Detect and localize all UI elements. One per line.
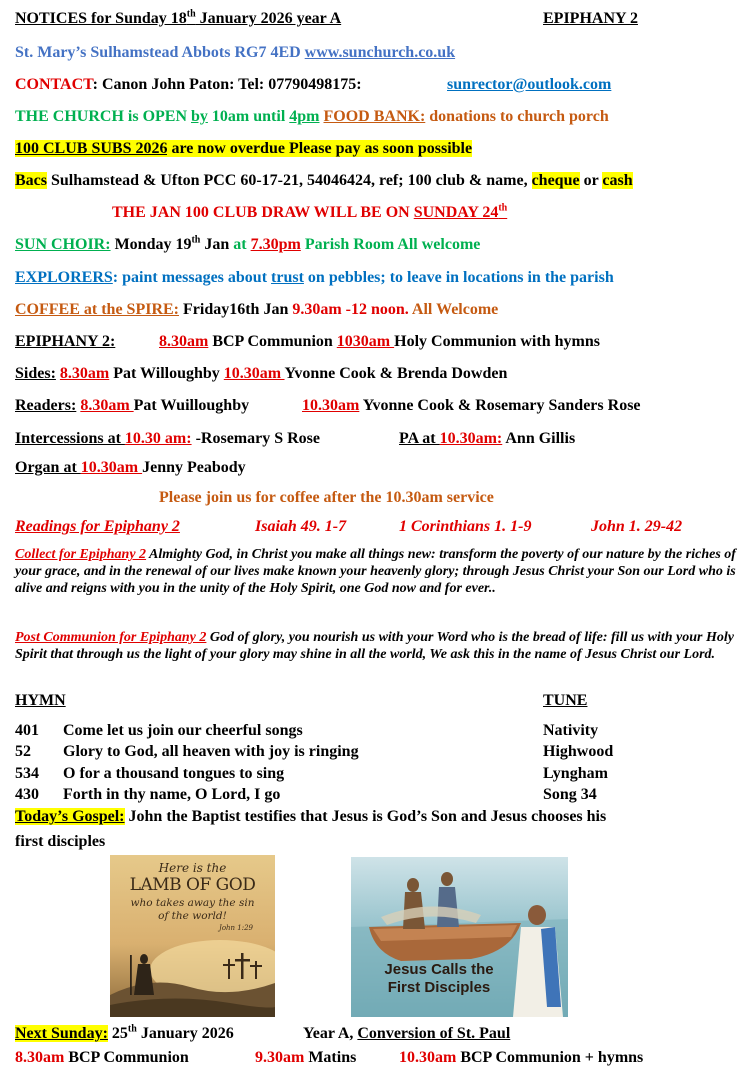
disciples-image: [351, 857, 568, 1017]
readings-line: [15, 517, 180, 537]
next-service-2: 9.30am Matins: [255, 1049, 357, 1066]
contact-line: [15, 75, 362, 95]
explorers-line: EXPLORERS: paint messages about trust on pebbles; to leave in locations in the parish: [15, 269, 614, 286]
gospel-label: Today’s Gospel:: [15, 808, 125, 825]
organ-label: Organ at: [15, 459, 81, 476]
readers-line: Readers: 8.30am Pat Wuilloughby: [15, 397, 250, 414]
next-sunday-label: Next Sunday:: [15, 1025, 108, 1042]
choir-label: SUN CHOIR:: [15, 236, 111, 253]
next-service-3: 10.30am BCP Communion + hymns: [399, 1049, 644, 1066]
pa-line: PA at 10.30am: Ann Gillis: [399, 430, 576, 447]
notice-date: NOTICES for Sunday 18th January 2026 year A: [15, 8, 342, 27]
readers-label: Readers:: [15, 397, 77, 414]
post-communion-label: Post Communion for Epiphany 2: [15, 630, 207, 645]
collect-paragraph: Collect for Epiphany 2 Almighty God, in Christ you make all things new: transform the poverty of our nature by the riches of your grace, and in the renewal of our lives make known your heavenly glory; through Jesus Christ your Son our Lord who is alive and reigns with you in the unity of the Holy Spirit, one God now and for ever..: [15, 547, 736, 596]
post-communion-paragraph: Post Communion for Epiphany 2 God of glory, you nourish us with your Word who is the bread of life: fill us with your Holy Spirit that through us the light of your glory may shine in all the world, We ask this in the name of Jesus Christ our Lord.: [15, 630, 734, 662]
church-open-line: THE CHURCH is OPEN by 10am until 4pm FOOD BANK: donations to church porch: [15, 108, 609, 125]
disciples-caption: Jesus Calls the First Disciples: [384, 961, 494, 996]
intercessions-line: Intercessions at 10.30 am: -Rosemary S Rose: [15, 430, 320, 447]
notice-title: [15, 9, 341, 29]
sides-label: Sides:: [15, 365, 56, 382]
services-label: EPIPHANY 2:: [15, 333, 116, 350]
lamb-text-ref: John 1:29: [219, 924, 253, 932]
contact-label: CONTACT: [15, 76, 93, 93]
readers-second: 10.30am Yvonne Cook & Rosemary Sanders Rose: [302, 397, 641, 414]
hymn-header: HYMN: [15, 692, 66, 709]
website-link[interactable]: www.sunchurch.co.uk: [304, 44, 456, 61]
services-line: [15, 332, 115, 352]
club-subs-label: 100 CLUB SUBS 2026: [15, 140, 168, 157]
next-sunday-line: Next Sunday: 25th January 2026: [15, 1023, 234, 1042]
coffee-note: Please join us for coffee after the 10.30am service: [159, 489, 494, 506]
coffee-spire-line: COFFEE at the SPIRE: Friday16th Jan 9.30am -12 noon. All Welcome: [15, 301, 499, 318]
contact-text: : Canon John Paton: Tel: 07790498175:: [92, 76, 362, 93]
readings-label: Readings for Epiphany 2: [15, 518, 180, 535]
church-line: [15, 43, 455, 63]
club-subs-line: 100 CLUB SUBS 2026 are now overdue Please pay as soon possible: [15, 140, 473, 157]
email-link[interactable]: sunrector@outlook.com: [447, 76, 612, 93]
tune-header: TUNE: [543, 692, 588, 709]
lamb-text-3: who takes away the sin: [130, 897, 255, 909]
gospel-line-2: first disciples: [15, 833, 106, 850]
lamb-text-4: of the world!: [158, 910, 227, 922]
gospel-line: Today’s Gospel: John the Baptist testifies that Jesus is God’s Son and Jesus chooses his: [15, 808, 607, 825]
reading-3: John 1. 29-42: [591, 518, 683, 535]
coffee-label: COFFEE at the SPIRE:: [15, 301, 179, 318]
collect-label: Collect for Epiphany 2: [15, 547, 147, 562]
reading-1: Isaiah 49. 1-7: [255, 518, 347, 535]
choir-line: SUN CHOIR: Monday 19th Jan at 7.30pm Parish Room All welcome: [15, 234, 481, 253]
lamb-of-god-image: [110, 855, 275, 1017]
season-title: EPIPHANY 2: [543, 10, 638, 27]
pa-label: PA at: [399, 430, 440, 447]
explorers-label: EXPLORERS: [15, 269, 113, 286]
next-feast: Year A, Conversion of St. Paul: [303, 1025, 511, 1042]
lamb-text-1: Here is the: [158, 861, 227, 875]
reading-2: 1 Corinthians 1. 1-9: [399, 518, 532, 535]
bacs-label: Bacs: [15, 172, 47, 189]
food-bank-label: FOOD BANK:: [323, 108, 426, 125]
lamb-text-2: LAMB OF GOD: [129, 875, 256, 895]
church-name: St. Mary’s Sulhamstead Abbots RG7 4ED: [15, 44, 305, 61]
intercessions-label: Intercessions at: [15, 430, 125, 447]
services-times: 8.30am BCP Communion 1030am Holy Communion with hymns: [159, 333, 600, 350]
next-service-1: 8.30am BCP Communion: [15, 1049, 189, 1066]
sides-line: Sides: 8.30am Pat Willoughby 10.30am Yvonne Cook & Brenda Dowden: [15, 365, 508, 382]
bacs-line: Bacs Sulhamstead & Ufton PCC 60-17-21, 54046424, ref; 100 club & name, cheque or cash: [15, 172, 633, 189]
club-draw-line: THE JAN 100 CLUB DRAW WILL BE ON SUNDAY 24th: [112, 202, 508, 221]
organ-line: Organ at 10.30am Jenny Peabody: [15, 459, 246, 476]
